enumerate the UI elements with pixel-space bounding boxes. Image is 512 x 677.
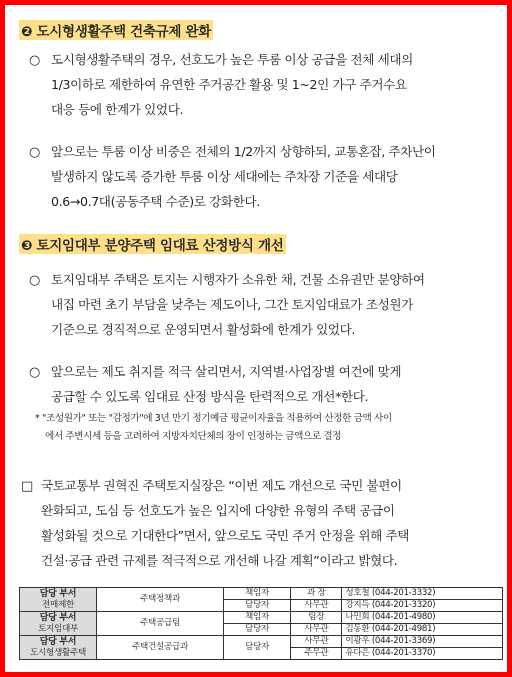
dept-label-cell xyxy=(20,612,97,636)
text-line: 국토교통부 권혁진 주택토지실장은 “이번 제도 개선으로 국민 불편이 xyxy=(41,478,402,493)
contact-name-phone: 이광우 (044-201-3369) xyxy=(342,636,503,648)
dept-label-cell xyxy=(20,588,97,612)
section-2-title: 도시형생활주택 건축규제 완화 xyxy=(36,24,211,40)
contact-name-phone: 김동환 (044-201-4981) xyxy=(342,624,503,636)
dept-label: 담당 부서 xyxy=(39,612,77,623)
square-bullet: □ xyxy=(21,479,34,494)
table-row xyxy=(20,636,503,648)
dept-group: 도시형생활주택 xyxy=(29,647,86,658)
section-3-paragraph-2 xyxy=(51,359,506,409)
dept-group: 토지임대부 xyxy=(37,623,78,634)
bullet-circle: ○ xyxy=(29,145,41,160)
dept-name: 주택공급팀 xyxy=(97,612,224,636)
dept-label-cell xyxy=(20,636,97,660)
section-2-heading xyxy=(19,19,213,41)
section-2-number: ❷ xyxy=(21,24,33,40)
footnote-line: * "조성원가" 또는 "감정가"에 3년 만기 정기예금 평균이자율을 적용하여 산정한 금액 사이 xyxy=(35,413,392,424)
text-line: 기준으로 경직적으로 운영되면서 활성화에 한계가 있었다. xyxy=(51,322,355,337)
section-2-paragraph-2 xyxy=(51,139,506,214)
contact-name-phone: 유다은 (044-201-3370) xyxy=(342,648,503,660)
contact-title: 사무관 xyxy=(291,600,342,612)
text-line: 0.6→0.7대(공동주택 수준)로 강화한다. xyxy=(51,194,260,209)
contact-role: 담당자 xyxy=(224,636,291,660)
section-3-footnote xyxy=(35,410,505,446)
contact-name-phone: 강지득 (044-201-3320) xyxy=(342,600,503,612)
text-line: 내집 마련 초기 부담을 낮추는 제도이나, 그간 토지임대료가 조성원가 xyxy=(51,297,413,312)
table-row xyxy=(20,588,503,600)
contact-title: 사무관 xyxy=(291,624,342,636)
contact-role: 책임자 xyxy=(224,612,291,624)
contact-role: 책임자 xyxy=(224,588,291,600)
text-line: 토지임대부 주택은 토지는 시행자가 소유한 채, 건물 소유권만 분양하여 xyxy=(51,272,425,287)
bullet-circle: ○ xyxy=(29,53,41,68)
contact-title: 과 장 xyxy=(291,588,342,600)
text-line: 활성화될 것으로 기대한다”면서, 앞으로도 국민 주거 안정을 위해 주택 xyxy=(41,528,409,543)
section-2-paragraph-1 xyxy=(51,47,506,122)
contact-name-phone: 나민희 (044-201-4980) xyxy=(342,612,503,624)
section-2-title-highlight xyxy=(19,20,213,40)
footnote-line: 에서 주변시세 등을 고려하여 지방자치단체의 장이 인정하는 금액으로 결정 xyxy=(45,431,342,442)
closing-paragraph xyxy=(41,473,506,573)
text-line: 앞으로는 제도 취지를 적극 살리면서, 지역별·사업장별 여건에 맞게 xyxy=(51,364,402,379)
dept-name: 주택건설공급과 xyxy=(97,636,224,660)
contact-title: 팀장 xyxy=(291,612,342,624)
table-row xyxy=(20,612,503,624)
dept-name: 주택정책과 xyxy=(97,588,224,612)
section-3-title-highlight xyxy=(19,234,286,254)
dept-label: 담당 부서 xyxy=(39,636,77,647)
contact-table xyxy=(19,587,503,660)
bullet-circle: ○ xyxy=(29,365,41,380)
bullet-circle: ○ xyxy=(29,273,41,288)
contact-role: 담당자 xyxy=(224,600,291,612)
section-3-paragraph-1 xyxy=(51,267,506,342)
contact-role: 담당자 xyxy=(224,624,291,636)
contact-title: 주무관 xyxy=(291,648,342,660)
text-line: 도시형생활주택의 경우, 선호도가 높은 투룸 이상 공급을 전체 세대의 xyxy=(51,52,413,67)
text-line: 공급할 수 있도록 임대료 산정 방식을 탄력적으로 개선*한다. xyxy=(51,389,369,404)
text-line: 완화되고, 도심 등 선호도가 높은 입지에 다양한 유형의 주택 공급이 xyxy=(41,503,395,518)
section-3-heading xyxy=(19,233,286,255)
text-line: 1/3이하로 제한하여 유연한 주거공간 활용 및 1~2인 가구 주거수요 xyxy=(51,77,407,92)
contact-name-phone: 성호철 (044-201-3332) xyxy=(342,588,503,600)
text-line: 발생하지 않도록 증가한 투룸 이상 세대에는 주차장 기준을 세대당 xyxy=(51,169,398,184)
text-line: 대응 등에 한계가 있었다. xyxy=(51,102,184,117)
dept-group: 전매제한 xyxy=(41,599,74,610)
section-3-number: ❸ xyxy=(21,238,33,254)
text-line: 건설·공급 관련 규제를 적극적으로 개선해 나갈 계획”이라고 밝혔다. xyxy=(41,553,398,568)
section-3-title: 토지임대부 분양주택 임대료 산정방식 개선 xyxy=(36,238,284,254)
dept-label: 담당 부서 xyxy=(39,588,77,599)
text-line: 앞으로는 투룸 이상 비중은 전체의 1/2까지 상향하되, 교통혼잡, 주차난이 xyxy=(51,144,436,159)
contact-title: 사무관 xyxy=(291,636,342,648)
